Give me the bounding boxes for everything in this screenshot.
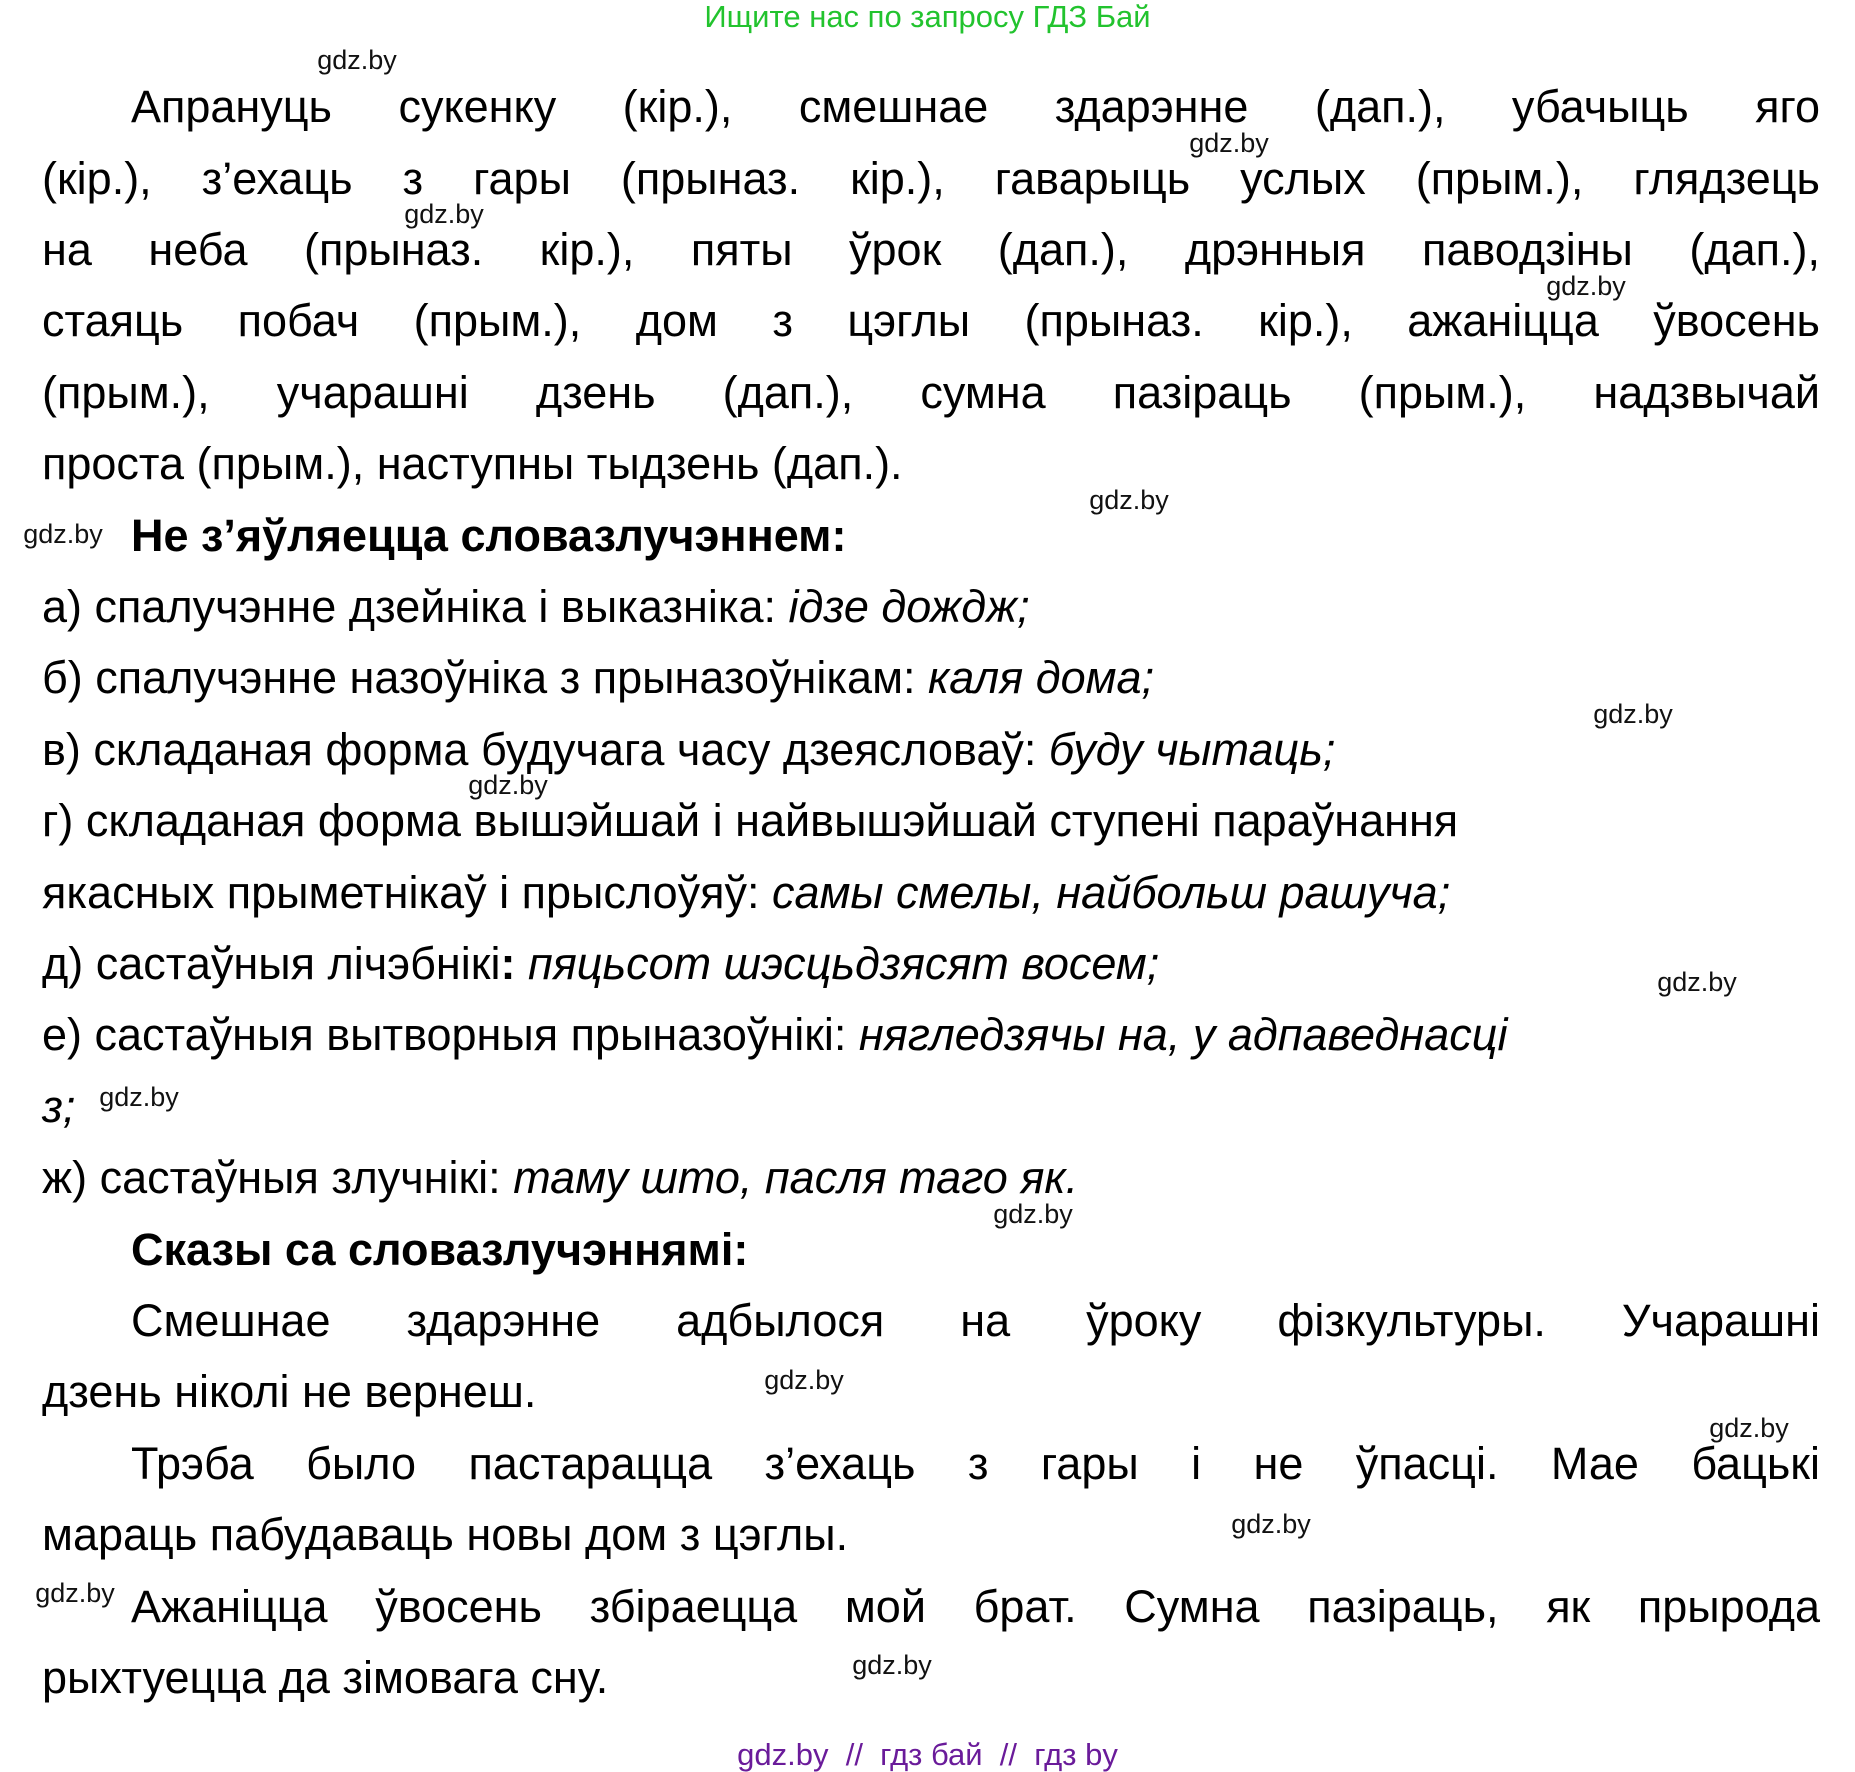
list-item — [42, 1152, 1078, 1204]
search-hint-banner: Ищите нас по запросу ГДЗ Бай — [704, 0, 1151, 34]
list-item — [42, 652, 1154, 704]
watermark: gdz.by — [852, 1650, 932, 1680]
item-example: буду чытаць; — [1048, 724, 1336, 775]
paragraph-line: стаяць побач (прым.), дом з цэглы (прыназ. кір.), ажаніцца ўвосень — [42, 295, 1820, 346]
watermark: gdz.by — [1231, 1509, 1311, 1539]
watermark: gdz.by — [993, 1199, 1073, 1229]
paragraph-line: проста (прым.), наступны тыдзень (дап.). — [42, 438, 903, 489]
item-example: ідзе дождж; — [788, 581, 1030, 632]
sentence-line: Трэба было пастарацца з’ехаць з гары і не ўпасці. Мае бацькі — [131, 1438, 1820, 1489]
watermark: gdz.by — [317, 45, 397, 75]
list-item — [42, 795, 1458, 847]
sentence-line: Ажаніцца ўвосень збіраецца мой брат. Сумна пазіраць, як прырода — [131, 1581, 1820, 1632]
item-example: каля дома; — [928, 652, 1154, 703]
sentence-line: мараць пабудаваць новы дом з цэглы. — [42, 1509, 849, 1560]
item-text: е) састаўныя вытворныя прыназоўнікі: — [42, 1009, 859, 1060]
watermark: gdz.by — [1657, 967, 1737, 997]
sentence-line: рыхтуецца да зімовага сну. — [42, 1652, 609, 1703]
item-colon: : — [500, 938, 528, 989]
list-item — [42, 867, 1450, 919]
watermark: gdz.by — [1189, 128, 1269, 158]
item-example: з; — [42, 1081, 76, 1132]
list-item — [42, 1081, 75, 1133]
watermark: gdz.by — [1089, 485, 1169, 515]
watermark: gdz.by — [23, 519, 103, 549]
list-item — [42, 1009, 1507, 1061]
watermark: gdz.by — [468, 770, 548, 800]
paragraph-line: Апрануць сукенку (кір.), смешнае здарэнне (дап.), убачыць яго — [131, 81, 1820, 132]
footer-links[interactable]: gdz.by // гдз бай // гдз by — [737, 1737, 1118, 1772]
item-text: д) састаўныя лічэбнікі — [42, 938, 501, 989]
item-text: ж) састаўныя злучнікі: — [42, 1152, 514, 1203]
item-text: г) складаная форма вышэйшай і найвышэйшай ступені параўнання — [42, 795, 1459, 846]
paragraph-line: (прым.), учарашні дзень (дап.), сумна пазіраць (прым.), надзвычай — [42, 367, 1820, 418]
item-text: в) складаная форма будучага часу дзеясловаў: — [42, 724, 1049, 775]
list-item — [42, 724, 1335, 776]
item-example: пяцьсот шэсцьдзясят восем; — [527, 938, 1160, 989]
list-item — [42, 581, 1030, 633]
item-text: а) спалучэнне дзейніка і выказніка: — [42, 581, 789, 632]
item-example: самы смелы, найбольш рашуча; — [772, 867, 1451, 918]
paragraph-line: на неба (прыназ. кір.), пяты ўрок (дап.), дрэнныя паводзіны (дап.), — [42, 224, 1820, 275]
item-text: б) спалучэнне назоўніка з прыназоўнікам: — [42, 652, 929, 703]
watermark: gdz.by — [404, 199, 484, 229]
watermark: gdz.by — [1709, 1413, 1789, 1443]
section-heading: Сказы са словазлучэннямі: — [131, 1224, 749, 1275]
paragraph-line: (кір.), з’ехаць з гары (прыназ. кір.), гаварыць услых (прым.), глядзець — [42, 153, 1820, 204]
item-example: таму што, пасля таго як. — [513, 1152, 1079, 1203]
item-text: якасных прыметнікаў і прыслоўяў: — [42, 867, 773, 918]
watermark: gdz.by — [1593, 699, 1673, 729]
section-heading: Не з’яўляецца словазлучэннем: — [131, 510, 847, 561]
watermark: gdz.by — [99, 1082, 179, 1112]
watermark: gdz.by — [764, 1365, 844, 1395]
sentence-line: Смешнае здарэнне адбылося на ўроку фізкультуры. Учарашні — [131, 1295, 1820, 1346]
watermark: gdz.by — [1546, 271, 1626, 301]
sentence-line: дзень ніколі не вернеш. — [42, 1366, 537, 1417]
item-example: нягледзячы на, у адпаведнасці — [858, 1009, 1508, 1060]
list-item — [42, 938, 1159, 990]
watermark: gdz.by — [35, 1578, 115, 1608]
